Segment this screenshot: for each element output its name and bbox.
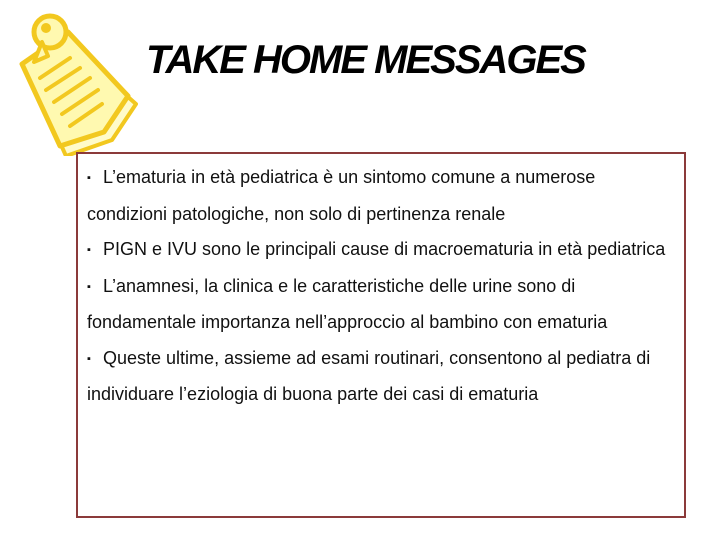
bullet-icon: ▪ (87, 172, 91, 184)
messages-box (76, 152, 686, 518)
message-text: Queste ultime, assieme ad esami routinari, consentono al pediatra di individuare l’eziologia di buona parte dei casi di ematuria (87, 347, 651, 404)
slide-title: TAKE HOME MESSAGES (146, 38, 585, 82)
message-item (87, 160, 676, 232)
message-text: L’anamnesi, la clinica e le caratteristiche delle urine sono di fondamentale importanza nell’approccio al bambino con ematuria (87, 275, 608, 332)
message-text: L’ematuria in età pediatrica è un sintomo comune a numerose condizioni patologiche, non solo di pertinenza renale (87, 167, 596, 224)
message-list (87, 160, 676, 413)
bullet-icon: ▪ (87, 244, 91, 256)
message-item (87, 232, 676, 269)
message-item (87, 341, 676, 413)
message-item (87, 269, 676, 341)
bullet-icon: ▪ (87, 280, 91, 293)
pinned-note-icon (8, 6, 150, 156)
message-text: PIGN e IVU sono le principali cause di macroematuria in età pediatrica (103, 239, 666, 259)
bullet-icon: ▪ (87, 352, 91, 365)
